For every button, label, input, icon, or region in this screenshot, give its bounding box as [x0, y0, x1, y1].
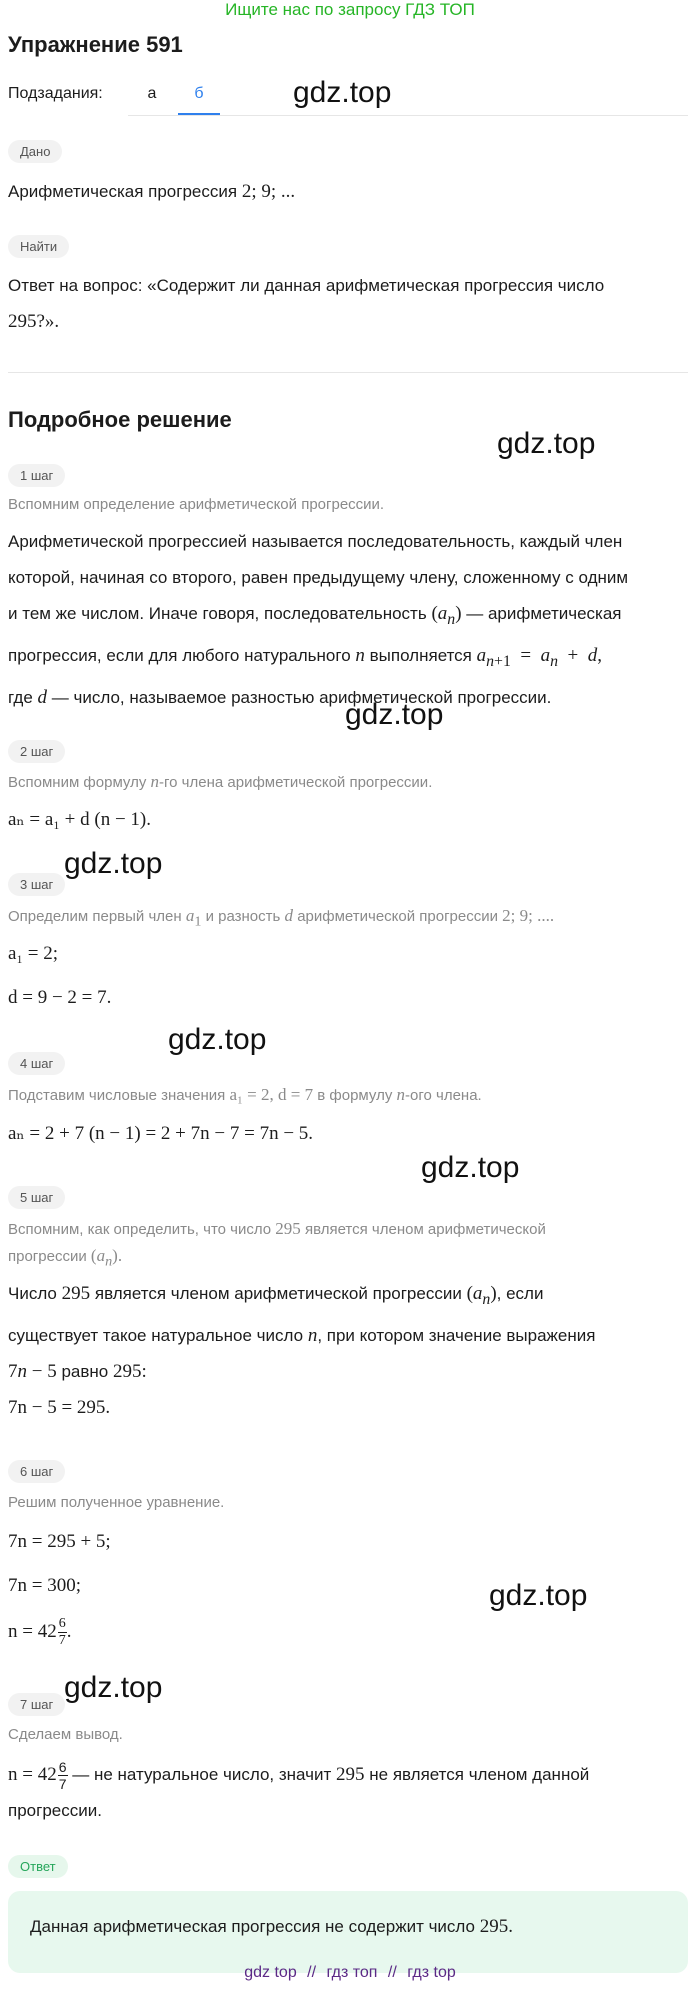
section-divider: [8, 372, 688, 373]
sequence-notation: $(a_n)$: [466, 1283, 497, 1308]
text-part: — не натуральное число, значит: [72, 1765, 332, 1784]
solve-line-3: n = 42 $\frac{6}{7}$ .: [8, 1616, 72, 1649]
math-295: 295: [336, 1764, 365, 1785]
hint-part: Вспомним, как определить, что число: [8, 1221, 272, 1238]
substituted-formula: aₙ = 2 + 7 (n − 1) = 2 + 7n − 7 = 7n − 5.: [8, 1123, 314, 1144]
watermark: gdz.top: [64, 847, 163, 880]
subtasks-label: Подзадания:: [8, 85, 103, 102]
hint-part: прогрессии: [8, 1248, 87, 1265]
math-n: n: [307, 1324, 318, 1346]
answer-badge: Ответ: [8, 1855, 68, 1878]
step-3-badge-wrap: [8, 873, 65, 896]
footer-link[interactable]: гдз top: [407, 1964, 456, 1981]
math-d: d: [284, 906, 294, 925]
watermark: gdz.top: [421, 1151, 520, 1184]
step-6-hint: Решим полученное уравнение.: [8, 1494, 225, 1511]
hint-part: в формулу: [317, 1087, 393, 1104]
text-part: является членом арифметической прогрессии: [94, 1284, 462, 1303]
math-a1: $a_1$: [185, 906, 202, 930]
math-295: 295:: [112, 1360, 147, 1382]
sequence-notation: $(a_n)$.: [90, 1246, 123, 1270]
step-7-badge-wrap: [8, 1693, 65, 1716]
given-badge: Дано: [8, 140, 62, 163]
step-badge: 4 шаг: [8, 1052, 65, 1075]
fraction-denominator: 7: [58, 1633, 66, 1649]
step-1-text-part: и тем же числом. Иначе говоря, последовательность: [8, 604, 427, 623]
answer-math: 295.: [479, 1916, 513, 1937]
answer-badge-wrap: [8, 1855, 68, 1878]
solve-line-2: 7n = 300;: [8, 1575, 81, 1596]
step-badge: 2 шаг: [8, 740, 65, 763]
solve-line-1: 7n = 295 + 5;: [8, 1531, 111, 1552]
hint-part: -го члена арифметической прогрессии.: [159, 774, 433, 791]
step-6-badge-wrap: [8, 1460, 65, 1483]
step-5-badge-wrap: [8, 1186, 65, 1209]
search-banner[interactable]: Ищите нас по запросу ГДЗ ТОП: [225, 0, 475, 19]
step-5-text: [8, 1276, 688, 1390]
hint-part: арифметической прогрессии: [297, 908, 498, 925]
footer-link[interactable]: gdz top: [244, 1964, 297, 1981]
fraction-denominator: 7: [58, 1776, 67, 1793]
watermark: gdz.top: [345, 698, 444, 731]
subtask-tab-a[interactable]: а: [147, 85, 157, 102]
find-badge-wrap: [8, 235, 69, 258]
step-badge: 6 шаг: [8, 1460, 65, 1483]
a1-value: a₁ = 2;: [8, 943, 59, 964]
answer-label: Данная арифметическая прогрессия не содержит число: [30, 1917, 475, 1936]
math-n: n: [355, 644, 365, 666]
equation: 7n − 5 = 295.: [8, 1397, 111, 1418]
step-1-text-part: прогрессия, если для любого натурального: [8, 645, 351, 665]
hint-math: 295: [275, 1219, 301, 1238]
subtask-tab-b[interactable]: б: [194, 85, 204, 102]
hint-part: Подставим числовые значения: [8, 1087, 226, 1104]
answer-text: [30, 1916, 513, 1938]
fraction: [58, 1759, 68, 1792]
sequence-notation: $(a_n)$: [431, 603, 462, 628]
mixed-number-whole: n = 42: [8, 1621, 57, 1642]
subtasks-divider: [128, 115, 688, 116]
watermark: gdz.top: [497, 427, 596, 460]
step-1-line: [8, 596, 688, 638]
math-n: n: [396, 1085, 406, 1104]
hint-part: Вспомним формулу: [8, 774, 147, 791]
step-badge: 1 шаг: [8, 464, 65, 487]
step-1-text-part: — число, называемое разностью арифметической прогрессии.: [51, 687, 552, 707]
step-2-hint: [8, 769, 432, 796]
find-line-1: Ответ на вопрос: «Содержит ли данная арифметическая прогрессия число: [8, 276, 605, 295]
hint-math: 2; 9; ....: [502, 906, 555, 925]
step-1-line: [8, 680, 688, 716]
d-value: d = 9 − 2 = 7.: [8, 987, 112, 1008]
text-part: Число: [8, 1284, 57, 1303]
find-line-2: 295?».: [8, 311, 60, 332]
step-5-hint: [8, 1216, 608, 1274]
fraction-numerator: 6: [58, 1616, 66, 1632]
hint-math: a₁ = 2, d = 7: [229, 1085, 314, 1104]
text-part: равно: [61, 1361, 109, 1381]
step-3-hint: [8, 903, 554, 934]
footer-separator: //: [387, 1964, 397, 1981]
step-5-line: [8, 1354, 688, 1390]
step-badge: 5 шаг: [8, 1186, 65, 1209]
math-d: d: [37, 686, 48, 708]
footer-links: [0, 1964, 700, 1982]
math-expr: 7n − 5: [8, 1360, 57, 1382]
mixed-number-whole: n = 42: [8, 1764, 57, 1785]
step-1-line: Арифметической прогрессией называется последовательность, каждый член: [8, 532, 623, 551]
math-295: 295: [61, 1283, 91, 1304]
text-part: существует такое натуральное число: [8, 1325, 304, 1345]
solution-title: Подробное решение: [8, 407, 232, 432]
hint-part: -ого члена.: [405, 1087, 482, 1104]
step-1-hint: Вспомним определение арифметической прогрессии.: [8, 496, 385, 513]
fraction: [58, 1616, 67, 1649]
text-part: , при котором значение выражения: [317, 1325, 596, 1345]
step-5-line: [8, 1276, 688, 1318]
text-part: , если: [496, 1284, 544, 1303]
hint-part: и разность: [205, 908, 281, 925]
given-text: [8, 174, 688, 210]
recurrence-formula: $a_{n+1} = a_n + d$,: [476, 644, 602, 670]
step-1-text-part: выполняется: [369, 645, 472, 665]
step-badge: 7 шаг: [8, 1693, 65, 1716]
math-n: n: [150, 772, 160, 791]
find-badge: Найти: [8, 235, 69, 258]
given-math: 2; 9; ...: [241, 181, 296, 202]
footer-separator: //: [307, 1964, 317, 1981]
active-tab-indicator: [178, 113, 220, 115]
step-4-hint: [8, 1082, 482, 1109]
step-1-badge-wrap: [8, 464, 65, 487]
step-1-line: которой, начиная со второго, равен предыдущему члену, сложенному с одним: [8, 568, 629, 587]
hint-part: является членом арифметической: [304, 1221, 546, 1238]
step-1-text-part: — арифметическая: [466, 604, 622, 623]
footer-link[interactable]: гдз топ: [326, 1964, 378, 1981]
step-1-line: [8, 638, 688, 680]
step-4-badge-wrap: [8, 1052, 65, 1075]
text-part: не является членом данной: [369, 1765, 590, 1784]
fraction-numerator: 6: [58, 1759, 67, 1776]
step-7-text: [8, 1757, 688, 1829]
watermark: gdz.top: [64, 1671, 163, 1704]
step-badge: 3 шаг: [8, 873, 65, 896]
watermark: gdz.top: [293, 76, 392, 109]
step-7-line: [8, 1757, 688, 1793]
step-2-badge-wrap: [8, 740, 65, 763]
given-label: Арифметическая прогрессия: [8, 182, 238, 201]
step-1-text: [8, 524, 688, 716]
step-5-line: [8, 1318, 688, 1354]
hint-part: Определим первый член: [8, 908, 182, 925]
step-7-hint: Сделаем вывод.: [8, 1726, 123, 1743]
page-title: Упражнение 591: [8, 32, 183, 57]
find-text: [8, 268, 688, 340]
watermark: gdz.top: [168, 1023, 267, 1056]
step-1-text-part: где: [8, 687, 33, 707]
watermark: gdz.top: [489, 1579, 588, 1612]
given-badge-wrap: [8, 140, 62, 163]
step-7-line: прогрессии.: [8, 1801, 102, 1820]
nth-term-formula: aₙ = a₁ + d (n − 1).: [8, 809, 152, 830]
